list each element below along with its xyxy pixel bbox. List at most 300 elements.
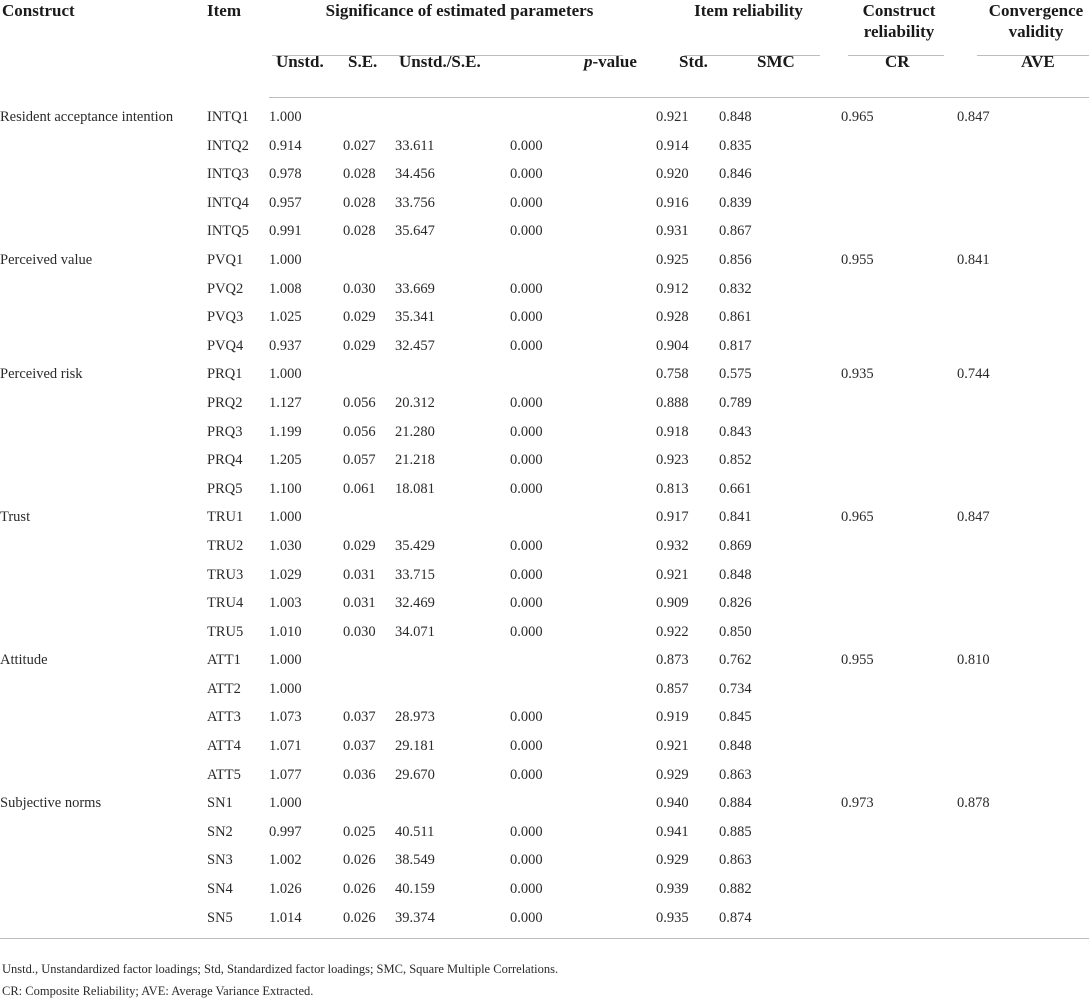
cell-unstd-se: 40.511	[395, 823, 435, 840]
cell-se	[343, 646, 395, 675]
table-row	[0, 846, 1089, 875]
cell-unstd: 1.000	[269, 366, 302, 383]
cell-std: 0.925	[656, 251, 689, 268]
cell-cr	[841, 275, 957, 304]
cell-ave: 0.847	[957, 509, 990, 526]
cell-p-value: 0.000	[510, 623, 543, 640]
header-divider	[848, 55, 944, 56]
cell-p-value: 0.000	[510, 566, 543, 583]
cell-se: 0.057	[343, 452, 376, 469]
table-row	[0, 446, 1089, 475]
cell-unstd-se: 18.081	[395, 480, 435, 497]
cell-se: 0.026	[343, 881, 376, 898]
cell-se: 0.025	[343, 823, 376, 840]
cell-cr	[841, 761, 957, 790]
cell-smc: 0.835	[719, 137, 752, 154]
cell-std: 0.813	[656, 480, 689, 497]
header-unstd-se: Unstd./S.E.	[395, 52, 510, 98]
cell-ave: 0.841	[957, 251, 990, 268]
cell-std: 0.758	[656, 366, 689, 383]
cell-smc: 0.884	[719, 795, 752, 812]
table-row	[0, 98, 1089, 132]
cell-cr: 0.955	[841, 251, 874, 268]
cell-construct	[0, 618, 207, 647]
cell-construct	[0, 703, 207, 732]
cell-smc: 0.575	[719, 366, 752, 383]
cell-item: PRQ1	[207, 366, 243, 383]
header-smc: SMC	[719, 52, 841, 98]
cell-ave	[957, 761, 1089, 790]
cell-smc: 0.848	[719, 566, 752, 583]
cell-smc: 0.882	[719, 881, 752, 898]
cell-std: 0.916	[656, 194, 689, 211]
cell-se	[343, 360, 395, 389]
cell-item: ATT2	[207, 680, 241, 697]
cell-item: SN4	[207, 881, 233, 898]
cell-std: 0.940	[656, 795, 689, 812]
cell-cr	[841, 332, 957, 361]
cell-se: 0.037	[343, 738, 376, 755]
cell-smc: 0.826	[719, 595, 752, 612]
cell-p-value: 0.000	[510, 595, 543, 612]
cell-item: PRQ3	[207, 423, 243, 440]
cell-cr	[841, 875, 957, 904]
cell-se: 0.028	[343, 223, 376, 240]
cell-p-value: 0.000	[510, 537, 543, 554]
cell-p-value: 0.000	[510, 709, 543, 726]
cell-unstd-se	[395, 98, 510, 132]
table-row	[0, 475, 1089, 504]
cell-std: 0.912	[656, 280, 689, 297]
cell-smc: 0.848	[719, 109, 752, 125]
cell-ave	[957, 732, 1089, 761]
cell-unstd: 1.073	[269, 709, 302, 726]
cell-p-value	[510, 675, 656, 704]
cell-p-value	[510, 646, 656, 675]
cell-smc: 0.885	[719, 823, 752, 840]
cell-unstd-se: 34.071	[395, 623, 435, 640]
cell-item: SN3	[207, 852, 233, 869]
header-se: S.E.	[343, 52, 395, 98]
cell-cr	[841, 189, 957, 218]
cell-p-value: 0.000	[510, 137, 543, 154]
cell-unstd-se: 20.312	[395, 394, 435, 411]
table-row	[0, 246, 1089, 275]
cell-item: SN5	[207, 904, 269, 939]
table-row	[0, 389, 1089, 418]
cell-smc: 0.839	[719, 194, 752, 211]
cell-p-value: 0.000	[510, 904, 656, 939]
header-divider	[977, 55, 1089, 56]
cell-se: 0.028	[343, 194, 376, 211]
cell-construct	[0, 532, 207, 561]
cell-smc: 0.867	[719, 223, 752, 240]
cell-smc: 0.874	[719, 904, 841, 939]
cell-unstd-se	[395, 503, 510, 532]
cell-unstd: 0.978	[269, 166, 302, 183]
cell-p-value: 0.000	[510, 423, 543, 440]
cell-p-value: 0.000	[510, 309, 543, 326]
cell-cr	[841, 418, 957, 447]
cell-cr: 0.965	[841, 509, 874, 526]
table-row	[0, 532, 1089, 561]
cell-unstd: 1.029	[269, 566, 302, 583]
header-convergence-validity: Convergence validity	[957, 0, 1089, 52]
table-row	[0, 332, 1089, 361]
cell-unstd-se: 35.341	[395, 309, 435, 326]
cell-construct	[0, 846, 207, 875]
cell-se: 0.056	[343, 394, 376, 411]
table-row	[0, 160, 1089, 189]
cell-std: 0.917	[656, 509, 689, 526]
cell-unstd: 1.014	[269, 904, 343, 939]
cell-p-value: 0.000	[510, 881, 543, 898]
cell-p-value: 0.000	[510, 394, 543, 411]
header-divider	[684, 55, 820, 56]
cell-unstd-se: 28.973	[395, 709, 435, 726]
cell-p-value: 0.000	[510, 194, 543, 211]
cell-se	[343, 789, 395, 818]
cell-item: TRU2	[207, 537, 244, 554]
footnote-definitions: CR: Composite Reliability; AVE: Average Variance Extracted.	[2, 984, 314, 998]
cell-unstd-se	[395, 360, 510, 389]
cell-unstd-se: 33.611	[395, 137, 435, 154]
cell-se: 0.029	[343, 309, 376, 326]
cell-smc: 0.762	[719, 652, 752, 669]
cell-std: 0.941	[656, 823, 689, 840]
cell-construct: Trust	[0, 509, 31, 526]
cell-unstd-se: 29.181	[395, 738, 435, 755]
cell-smc: 0.841	[719, 509, 752, 526]
cell-unstd-se: 38.549	[395, 852, 435, 869]
cell-ave	[957, 618, 1089, 647]
cell-construct	[0, 732, 207, 761]
table-footnotes	[2, 958, 558, 1002]
cell-ave	[957, 818, 1089, 847]
cell-construct: Perceived risk	[0, 366, 83, 383]
cell-unstd: 0.937	[269, 337, 302, 354]
cell-smc: 0.817	[719, 337, 752, 354]
cell-construct	[0, 818, 207, 847]
cell-smc: 0.869	[719, 537, 752, 554]
cell-ave	[957, 389, 1089, 418]
cell-smc: 0.832	[719, 280, 752, 297]
cell-unstd: 1.071	[269, 738, 302, 755]
cell-std: 0.904	[656, 337, 689, 354]
cell-p-value: 0.000	[510, 480, 543, 497]
cell-smc: 0.789	[719, 394, 752, 411]
cell-item: INTQ3	[207, 166, 249, 183]
cell-unstd: 1.030	[269, 537, 302, 554]
cell-std: 0.929	[656, 766, 689, 783]
header-divider	[272, 55, 623, 56]
cell-item: ATT1	[207, 652, 241, 669]
cell-std: 0.929	[656, 852, 689, 869]
cell-std: 0.919	[656, 709, 689, 726]
cell-ave	[957, 303, 1089, 332]
cell-construct	[0, 160, 207, 189]
header-significance: Significance of estimated parameters	[269, 0, 656, 52]
table-row	[0, 703, 1089, 732]
header-p-value: p-value	[510, 52, 656, 98]
table-row	[0, 675, 1089, 704]
cell-item: PVQ3	[207, 309, 244, 326]
table-row	[0, 646, 1089, 675]
cell-item: TRU3	[207, 566, 244, 583]
cell-item: ATT4	[207, 738, 241, 755]
header-construct: Construct	[2, 1, 75, 20]
cell-cr	[841, 446, 957, 475]
cell-unstd-se	[395, 675, 510, 704]
cell-item: PVQ2	[207, 280, 244, 297]
cell-item: PRQ5	[207, 480, 243, 497]
cell-ave	[957, 217, 1089, 246]
cell-p-value	[510, 503, 656, 532]
cell-ave	[957, 846, 1089, 875]
cell-ave	[957, 132, 1089, 161]
cell-smc: 0.850	[719, 623, 752, 640]
cell-se: 0.037	[343, 709, 376, 726]
cell-unstd: 1.000	[269, 251, 302, 268]
cell-std: 0.921	[656, 566, 689, 583]
cell-construct	[0, 675, 207, 704]
cell-std: 0.920	[656, 166, 689, 183]
cell-construct	[0, 189, 207, 218]
table-row	[0, 303, 1089, 332]
cell-unstd: 1.000	[269, 509, 302, 526]
cell-ave: 0.847	[957, 109, 990, 125]
cell-unstd: 1.003	[269, 595, 302, 612]
cell-cr	[841, 904, 957, 939]
cell-p-value	[510, 789, 656, 818]
table-header	[0, 0, 1089, 98]
cell-std: 0.935	[656, 904, 719, 939]
cell-p-value	[510, 246, 656, 275]
cell-p-value: 0.000	[510, 337, 543, 354]
cell-construct	[0, 303, 207, 332]
table-row	[0, 360, 1089, 389]
cell-std: 0.857	[656, 680, 689, 697]
table-row	[0, 818, 1089, 847]
cell-std: 0.918	[656, 423, 689, 440]
cell-item: SN2	[207, 823, 233, 840]
cell-item: ATT5	[207, 766, 241, 783]
table-row	[0, 618, 1089, 647]
cell-p-value	[510, 98, 656, 132]
cell-se: 0.027	[343, 137, 376, 154]
header-item: Item	[207, 1, 241, 20]
cell-se	[343, 246, 395, 275]
cell-se: 0.026	[343, 852, 376, 869]
cell-cr: 0.973	[841, 795, 874, 812]
cell-cr	[841, 389, 957, 418]
cell-ave	[957, 418, 1089, 447]
cell-item: INTQ5	[207, 223, 249, 240]
cell-unstd: 1.205	[269, 452, 302, 469]
table-row	[0, 761, 1089, 790]
header-ave: AVE	[957, 52, 1089, 98]
cell-std: 0.909	[656, 595, 689, 612]
cell-ave	[957, 160, 1089, 189]
header-cr: CR	[841, 52, 957, 98]
cell-unstd: 0.997	[269, 823, 302, 840]
cell-item: TRU1	[207, 509, 244, 526]
cell-unstd: 1.000	[269, 652, 302, 669]
cell-cr	[841, 846, 957, 875]
cell-se: 0.030	[343, 623, 376, 640]
cell-cr	[841, 303, 957, 332]
cell-cr: 0.935	[841, 366, 874, 383]
cell-smc: 0.863	[719, 852, 752, 869]
cell-std: 0.914	[656, 137, 689, 154]
header-item-reliability: Item reliability	[656, 0, 841, 52]
cell-smc: 0.863	[719, 766, 752, 783]
table-row	[0, 875, 1089, 904]
cell-item: ATT3	[207, 709, 241, 726]
cell-unstd: 1.026	[269, 881, 302, 898]
cell-unstd-se: 21.280	[395, 423, 435, 440]
cell-unstd-se: 33.669	[395, 280, 435, 297]
cell-p-value: 0.000	[510, 223, 543, 240]
cell-construct	[0, 561, 207, 590]
cell-item: PVQ4	[207, 337, 244, 354]
cell-unstd-se: 33.715	[395, 566, 435, 583]
cell-smc: 0.845	[719, 709, 752, 726]
cell-se: 0.026	[343, 904, 395, 939]
cell-construct	[0, 275, 207, 304]
cell-construct	[0, 446, 207, 475]
cell-unstd: 0.991	[269, 223, 302, 240]
cell-item: PRQ2	[207, 394, 243, 411]
cell-smc: 0.734	[719, 680, 752, 697]
table-row	[0, 418, 1089, 447]
cell-p-value: 0.000	[510, 766, 543, 783]
cell-item: INTQ2	[207, 137, 249, 154]
cell-std: 0.922	[656, 623, 689, 640]
cell-p-value: 0.000	[510, 852, 543, 869]
cell-ave: 0.744	[957, 366, 990, 383]
cell-se: 0.030	[343, 280, 376, 297]
header-std: Std.	[656, 52, 719, 98]
cell-cr	[841, 532, 957, 561]
cell-p-value: 0.000	[510, 823, 543, 840]
cell-p-value: 0.000	[510, 280, 543, 297]
cell-construct: Subjective norms	[0, 795, 102, 812]
cell-item: INTQ4	[207, 194, 249, 211]
table-row	[0, 275, 1089, 304]
cell-unstd-se: 35.647	[395, 223, 435, 240]
cell-ave	[957, 561, 1089, 590]
cell-smc: 0.856	[719, 251, 752, 268]
cell-ave	[957, 675, 1089, 704]
cell-cr	[841, 618, 957, 647]
cell-construct	[0, 217, 207, 246]
cell-unstd-se: 34.456	[395, 166, 435, 183]
header-construct-reliability: Construct reliability	[841, 0, 957, 52]
cell-cr	[841, 818, 957, 847]
cell-std: 0.932	[656, 537, 689, 554]
cell-ave	[957, 332, 1089, 361]
cell-unstd: 1.000	[269, 109, 302, 125]
cell-smc: 0.661	[719, 480, 752, 497]
cell-unstd-se: 40.159	[395, 881, 435, 898]
table-row	[0, 589, 1089, 618]
cell-se: 0.029	[343, 537, 376, 554]
cell-ave	[957, 904, 1089, 939]
cell-std: 0.931	[656, 223, 689, 240]
cell-smc: 0.843	[719, 423, 752, 440]
cell-cr	[841, 732, 957, 761]
cell-se	[343, 503, 395, 532]
cell-p-value: 0.000	[510, 738, 543, 755]
cell-item: PVQ1	[207, 251, 244, 268]
cell-construct	[0, 904, 207, 939]
cell-construct	[0, 475, 207, 504]
cell-cr	[841, 132, 957, 161]
cell-smc: 0.848	[719, 738, 752, 755]
cell-construct	[0, 761, 207, 790]
cell-item: TRU5	[207, 623, 244, 640]
cell-unstd-se: 35.429	[395, 537, 435, 554]
cell-p-value: 0.000	[510, 166, 543, 183]
cell-ave	[957, 589, 1089, 618]
cell-std: 0.928	[656, 309, 689, 326]
cell-ave	[957, 475, 1089, 504]
table-row	[0, 503, 1089, 532]
cell-smc: 0.852	[719, 452, 752, 469]
cell-construct	[0, 132, 207, 161]
footnote-abbreviations: Unstd., Unstandardized factor loadings; Std, Standardized factor loadings; SMC, Square Multiple Correlations.	[2, 962, 559, 976]
cell-item: SN1	[207, 795, 233, 812]
cell-ave: 0.810	[957, 652, 990, 669]
cell-unstd-se: 39.374	[395, 904, 510, 939]
cell-unstd-se	[395, 789, 510, 818]
cell-item: TRU4	[207, 595, 244, 612]
cell-construct	[0, 589, 207, 618]
cell-se: 0.036	[343, 766, 376, 783]
cell-ave: 0.878	[957, 795, 990, 812]
table-row	[0, 217, 1089, 246]
cell-unstd: 1.002	[269, 852, 302, 869]
cell-se: 0.031	[343, 595, 376, 612]
cell-construct	[0, 389, 207, 418]
cell-se: 0.028	[343, 166, 376, 183]
cell-unstd-se: 32.469	[395, 595, 435, 612]
cell-std: 0.921	[656, 738, 689, 755]
cell-ave	[957, 875, 1089, 904]
cell-smc: 0.861	[719, 309, 752, 326]
cell-std: 0.923	[656, 452, 689, 469]
cell-unstd: 1.025	[269, 309, 302, 326]
table-row	[0, 904, 1089, 939]
cell-unstd-se	[395, 246, 510, 275]
cell-unstd: 1.127	[269, 394, 302, 411]
cell-std: 0.888	[656, 394, 689, 411]
cell-unstd: 1.000	[269, 680, 302, 697]
cell-cr	[841, 703, 957, 732]
cell-unstd-se: 32.457	[395, 337, 435, 354]
cell-cr	[841, 475, 957, 504]
cell-unstd-se	[395, 646, 510, 675]
cell-se: 0.029	[343, 337, 376, 354]
cell-construct: Attitude	[0, 652, 48, 669]
cell-unstd: 1.010	[269, 623, 302, 640]
cell-construct	[0, 332, 207, 361]
cell-ave	[957, 532, 1089, 561]
cell-se: 0.061	[343, 480, 376, 497]
cell-se	[343, 675, 395, 704]
cell-cr: 0.965	[841, 109, 874, 125]
